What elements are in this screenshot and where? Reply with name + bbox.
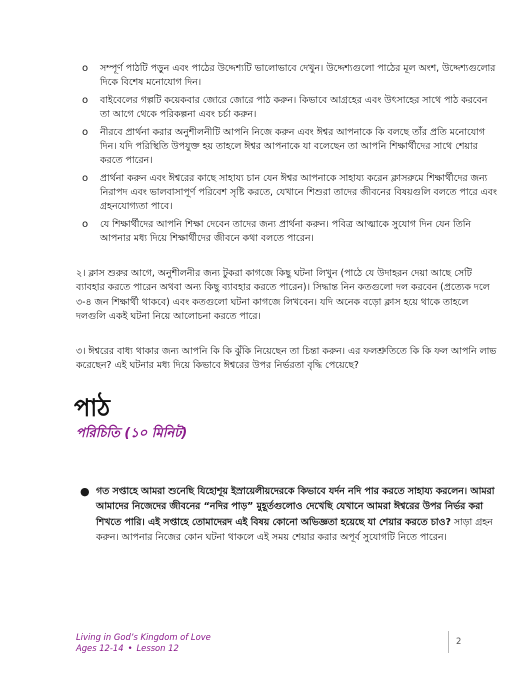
bullet-dot-icon: ● — [80, 485, 90, 498]
footer-separator: • — [127, 643, 133, 653]
page-footer — [76, 632, 211, 654]
footer-subtitle — [76, 643, 211, 654]
circle-bullet-icon: o — [82, 94, 89, 106]
list-item — [82, 94, 500, 122]
circle-bullet-icon: o — [82, 63, 89, 74]
page-number: 2 — [456, 636, 462, 646]
list-item — [82, 218, 500, 246]
instruction-paragraph-3: ৩। ঈশ্বরের বাধ্য থাকার জন্য আপনি কি কি ঝুঁকি নিয়েছেন তা চিন্তা করুন। এর ফলশ্রুতিতে কি কি ফল আপনি লাভ করেছেন? এই ঘটনার মধ্য দিয়ে কিভাবে ঈশ্বরের উপর নির্ভরতা বৃদ্ধি পেয়েছে? — [76, 346, 497, 372]
list-item-text: নীরবে প্রার্থনা করার অনুশীলনীটি আপনি নিজে করুন এবং ঈশ্বর আপনাকে কি বলছে তাঁর প্রতি মনোযোগ দিন। যদি পরিস্থিতি উপযুক্ত হয় তাহলে ঈশ্বর আপনাকে যা বলেছেন তা আপনি শিক্ষার্থীদের সাথে শেয়ার করতে পারেন। — [100, 126, 485, 166]
introduction-instruction-text: সাড়া গ্রহন করুন। আপনার নিজের কোন ঘটনা থাকলে এই সময় শেয়ার করার অপূর্ব সুযোগটি নিতে পারেন। — [96, 516, 493, 544]
introduction-bullet — [80, 484, 502, 546]
footer-title: Living in God’s Kingdom of Love — [76, 632, 211, 642]
list-item — [82, 172, 500, 215]
footer-divider — [448, 631, 449, 653]
list-item — [82, 62, 500, 90]
footer-lesson: Lesson 12 — [136, 643, 179, 653]
section-heading: পাঠ — [74, 394, 111, 422]
circle-bullet-icon: o — [82, 218, 89, 230]
list-item-text: সম্পূর্ণ পাঠটি পড়ুন এবং পাঠের উদ্দেশ্যটি ভালোভাবে দেখুন। উদ্দেশ্যগুলো পাঠের মূল অংশ, উদ্দেশ্যগুলোর দিকে বিশেষ মনোযোগ দিন। — [100, 63, 496, 89]
list-item-text: প্রার্থনা করুন এবং ঈশ্বরের কাছে সাহায্য চান যেন ঈশ্বর আপনাকে সাহায্য করেন ক্লাসরুমে শিক্ষার্থীদের জন্য নিরাপদ এবং ভালবাসাপূর্ণ পরিবেশ সৃষ্টি করতে, যেখানে শিশুরা তাদের জীবনের বিষয়গুলি বলতে পারে এবং গ্রহনযোগ্যতা পাবে। — [100, 172, 497, 212]
introduction-bold-text: গত সপ্তাহে আমরা শুনেছি যিহোশূয় ইস্রায়েলীয়দেরকে কিভাবে যর্দন নদি পার করতে সাহায্য করলেন। আমরা আমাদের নিজেদের জীবনের “নদির পাড়” মুহূর্তগুলোও দেখেছি যেখানে আমরা ঈশ্বরের উপর নির্ভর করা শিখতে পারি। এই সপ্তাহে তোমাদেরদ এই বিষয় কোনো অভিজ্ঞতা হয়েছে যা শেয়ার করতে চাও? — [96, 486, 495, 528]
instruction-paragraph-2: ২। ক্লাস শুরুর আগে, অনুশীলনীর জন্য টুকরা কাগজে কিছু ঘটনা লিখুন (পাঠে যে উদাহরন দেয়া আছে সেটি ব্যাবহার করতে পারেন অথবা অন্য কিছু ব্যাবহার করতে পারেন)। সিদ্ধান্ত নিন কতগুলো দল করবেন (প্রত্যেক দলে ৩-৪ জন শিক্ষার্থী থাকবে) এবং কতগুলো ঘটনা কাগজে লিখবেন। যদি অনেক বড়ো ক্লাস হয়ে থাকে তাহলে দলগুলি একই ঘটনা নিয়ে আলোচনা করতে পারে। — [76, 268, 490, 323]
list-item — [82, 126, 500, 169]
list-item-text: বাইবেলের গল্পটি কয়েকবার জোরে জোরে পাঠ করুন। কিভাবে আগ্রহের এবং উৎসাহের সাথে পাঠ করবেন তা আগে থেকে পরিকল্পনা এবং চর্চা করুন। — [100, 94, 488, 120]
list-item-text: যে শিক্ষার্থীদের আপনি শিক্ষা দেবেন তাদের জন্য প্রার্থনা করুন। পবিত্র আত্মাকে সুযোগ দিন যেন তিনি আপনার মধ্য দিয়ে শিক্ষার্থীদের জীবনে কথা বলতে পারেন। — [100, 218, 471, 244]
footer-ages: Ages 12-14 — [76, 643, 124, 653]
preparation-sub-list — [82, 62, 500, 249]
circle-bullet-icon: o — [82, 126, 89, 138]
circle-bullet-icon: o — [82, 172, 89, 184]
section-subheading: পরিচিতি (১০ মিনিট) — [76, 426, 188, 441]
